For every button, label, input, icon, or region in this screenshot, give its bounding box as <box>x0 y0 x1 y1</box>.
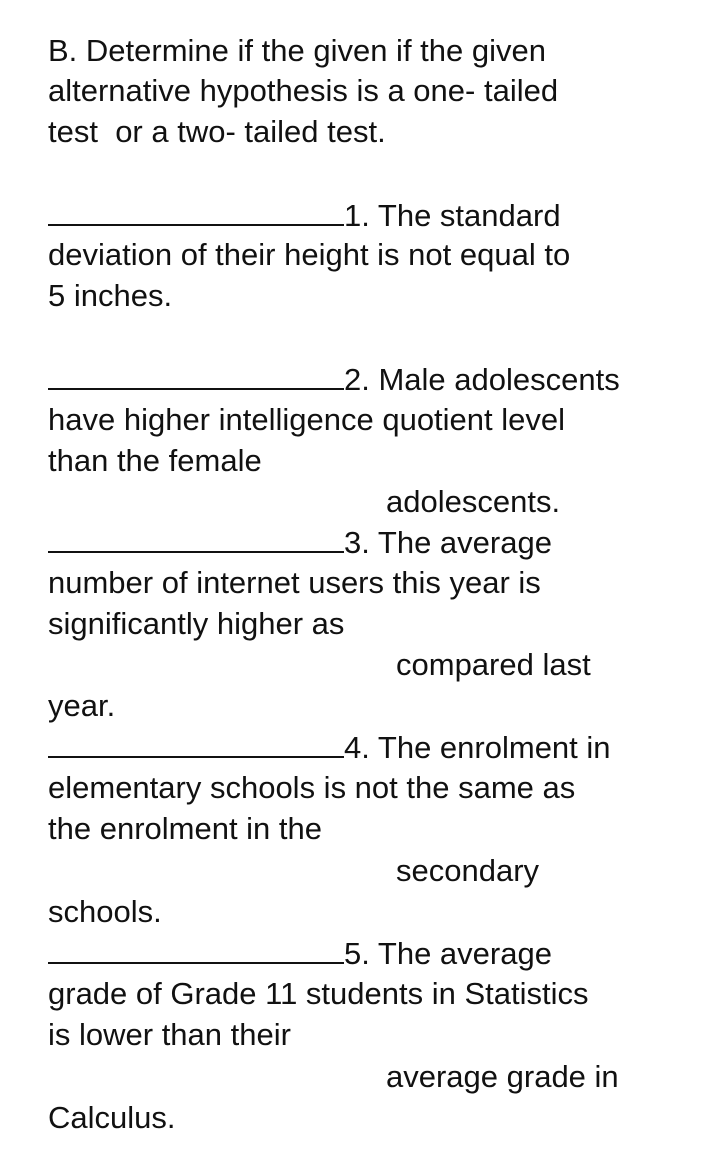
item-first-line <box>48 521 552 563</box>
item-first-line <box>48 358 620 400</box>
item-text: 2. Male adolescents <box>344 362 620 397</box>
item-text: Calculus. <box>48 1100 176 1135</box>
item-first-line <box>48 932 552 974</box>
item-first-line <box>48 726 611 768</box>
instructions-line: alternative hypothesis is a one- tailed <box>48 73 559 108</box>
item-text: adolescents. <box>386 484 561 519</box>
answer-blank[interactable] <box>48 726 344 758</box>
item-text: 1. The standard <box>344 198 561 233</box>
item-first-line <box>48 194 561 236</box>
item-text: 4. The enrolment in <box>344 730 611 765</box>
item-text: 3. The average <box>344 525 552 560</box>
item-text: average grade in <box>386 1059 619 1094</box>
instructions-line: B. Determine if the given if the given <box>48 33 546 68</box>
item-text: significantly higher as <box>48 606 345 641</box>
answer-blank[interactable] <box>48 358 344 390</box>
item-text: deviation of their height is not equal to <box>48 237 571 272</box>
item-text: the enrolment in the <box>48 811 323 846</box>
item-text: 5 inches. <box>48 278 173 313</box>
item-text: than the female <box>48 443 262 478</box>
answer-blank[interactable] <box>48 932 344 964</box>
answer-blank[interactable] <box>48 194 344 226</box>
item-text: elementary schools is not the same as <box>48 770 576 805</box>
item-text: year. <box>48 688 116 723</box>
answer-blank[interactable] <box>48 521 344 553</box>
item-text: have higher intelligence quotient level <box>48 402 566 437</box>
item-text: schools. <box>48 894 162 929</box>
item-text: secondary <box>396 853 540 888</box>
item-text: grade of Grade 11 students in Statistics <box>48 976 589 1011</box>
instructions-line: test or a two- tailed test. <box>48 114 386 149</box>
item-text: compared last <box>396 647 591 682</box>
item-text: number of internet users this year is <box>48 565 541 600</box>
item-text: is lower than their <box>48 1017 291 1052</box>
item-text: 5. The average <box>344 936 552 971</box>
